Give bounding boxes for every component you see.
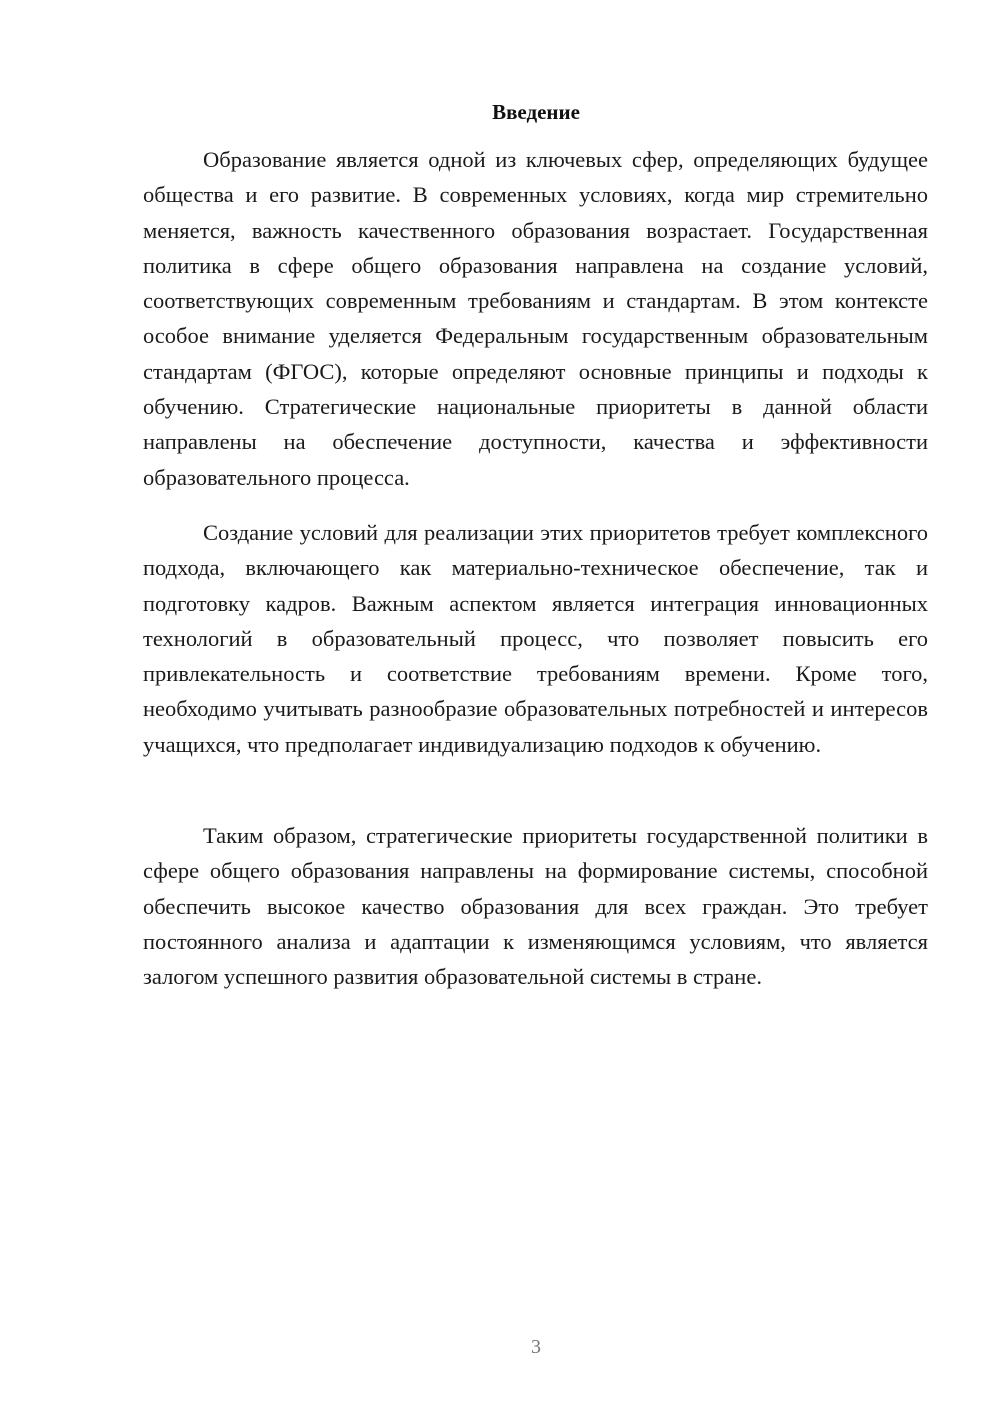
paragraph-1: Образование является одной из ключевых сфер, определяющих будущее общества и его развитие. В современных условиях, когда мир стремительно меняется, важность качественного образования возрастает. Государственная политика в сфере общего образования направлена на создание условий, соответствующих современным требованиям и стандартам. В этом контексте особое внимание уделяется Федеральным государственным образовательным стандартам (ФГОС), которые определяют основные принципы и подходы к обучению. Стратегические национальные приоритеты в данной области направлены на обеспечение доступности, качества и эффективности образовательного процесса. (143, 147, 928, 490)
section-heading: Введение (492, 100, 580, 124)
page-number: 3 (531, 1336, 541, 1358)
paragraph-3: Таким образом, стратегические приоритеты государственной политики в сфере общего образования направлены на формирование системы, способной обеспечить высокое качество образования для всех граждан. Это требует постоянного анализа и адаптации к изменяющимся условиям, что является залогом успешного развития образовательной системы в стране. (143, 823, 928, 990)
paragraph-2: Создание условий для реализации этих приоритетов требует комплексного подхода, включающего как материально-техническое обеспечение, так и подготовку кадров. Важным аспектом является интеграция инновационных технологий в образовательный процесс, что позволяет повысить его привлекательность и соответствие требованиям времени. Кроме того, необходимо учитывать разнообразие образовательных потребностей и интересов учащихся, что предполагает индивидуализацию подходов к обучению. (143, 520, 928, 757)
paragraph-2-container (143, 515, 928, 762)
paragraph-1-container (143, 142, 928, 495)
paragraph-3-container (143, 818, 928, 994)
